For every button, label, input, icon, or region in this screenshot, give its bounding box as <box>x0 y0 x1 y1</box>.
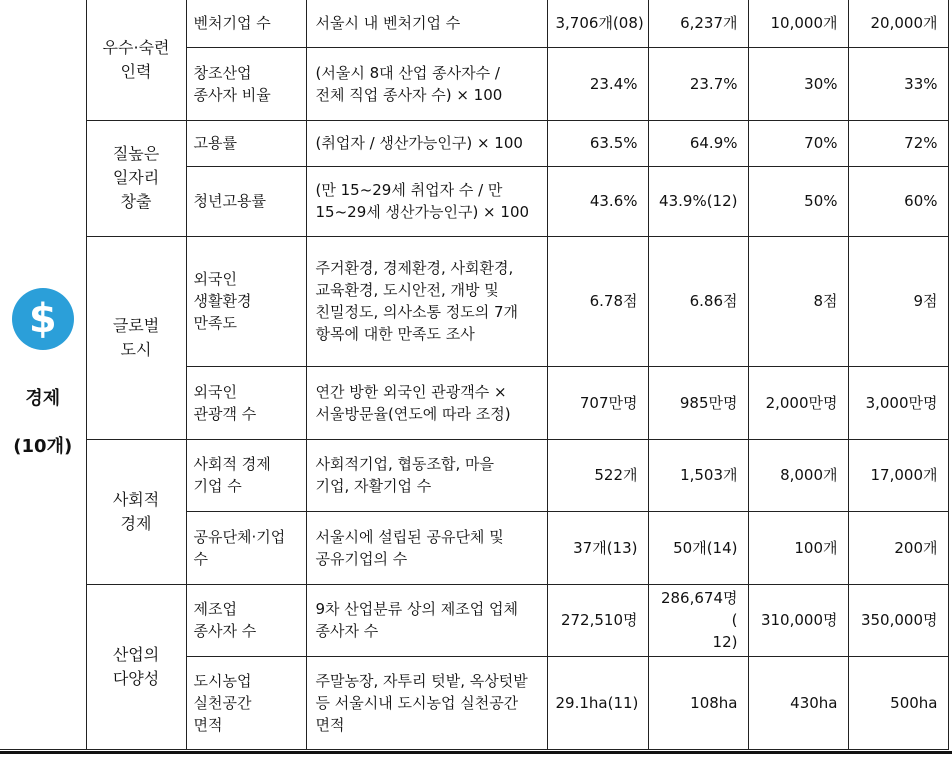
section-count: (10개) <box>13 436 73 458</box>
value-cell: 8점 <box>748 236 848 366</box>
definition-cell: 주거환경, 경제환경, 사회환경, 교육환경, 도시안전, 개방 및 친밀정도, 의사소통 정도의 7개 항목에 대한 만족도 조사 <box>306 236 547 366</box>
value-cell: 985만명 <box>648 366 748 439</box>
value-cell: 286,674명( 12) <box>648 584 748 656</box>
value-cell: 63.5% <box>547 120 648 166</box>
value-cell: 350,000명 <box>848 584 948 656</box>
value-cell: 64.9% <box>648 120 748 166</box>
value-cell: 200개 <box>848 511 948 584</box>
table-row <box>0 584 948 656</box>
dollar-icon: $ <box>12 288 74 350</box>
value-cell: 3,000만명 <box>848 366 948 439</box>
value-cell: 1,503개 <box>648 439 748 511</box>
definition-cell: 9차 산업분류 상의 제조업 업체 종사자 수 <box>306 584 547 656</box>
category-cell: 글로벌 도시 <box>86 236 186 439</box>
definition-cell: 서울시 내 벤처기업 수 <box>306 0 547 47</box>
value-cell: 70% <box>748 120 848 166</box>
table-bottom-rule <box>0 751 952 754</box>
section-title: 경제 <box>25 388 61 410</box>
definition-cell: (취업자 / 생산가능인구) × 100 <box>306 120 547 166</box>
definition-cell: 주말농장, 자투리 텃밭, 옥상텃밭 등 서울시내 도시농업 실천공간 면적 <box>306 656 547 749</box>
indicator-cell: 고용률 <box>186 120 306 166</box>
category-cell: 산업의 다양성 <box>86 584 186 749</box>
table-row <box>0 236 948 366</box>
section-cell <box>0 0 86 749</box>
table-row <box>0 120 948 166</box>
indicator-cell: 외국인 생활환경 만족도 <box>186 236 306 366</box>
value-cell: 37개(13) <box>547 511 648 584</box>
category-cell: 질높은 일자리 창출 <box>86 120 186 236</box>
definition-cell: 사회적기업, 협동조합, 마을 기업, 자활기업 수 <box>306 439 547 511</box>
value-cell: 50개(14) <box>648 511 748 584</box>
value-cell: 6.78점 <box>547 236 648 366</box>
value-cell: 72% <box>848 120 948 166</box>
value-cell: 108ha <box>648 656 748 749</box>
indicator-cell: 공유단체·기업 수 <box>186 511 306 584</box>
value-cell: 100개 <box>748 511 848 584</box>
value-cell: 707만명 <box>547 366 648 439</box>
value-cell: 29.1ha(11) <box>547 656 648 749</box>
value-cell: 6.86점 <box>648 236 748 366</box>
table-row <box>0 0 948 47</box>
value-cell: 9점 <box>848 236 948 366</box>
value-cell: 43.6% <box>547 166 648 236</box>
indicator-cell: 창조산업 종사자 비율 <box>186 47 306 120</box>
value-cell: 20,000개 <box>848 0 948 47</box>
value-cell: 522개 <box>547 439 648 511</box>
category-cell: 우수·숙련 인력 <box>86 0 186 120</box>
value-cell: 8,000개 <box>748 439 848 511</box>
definition-cell: 서울시에 설립된 공유단체 및 공유기업의 수 <box>306 511 547 584</box>
value-cell: 43.9%(12) <box>648 166 748 236</box>
value-cell: 30% <box>748 47 848 120</box>
value-cell: 60% <box>848 166 948 236</box>
table-row <box>0 439 948 511</box>
category-cell: 사회적 경제 <box>86 439 186 584</box>
value-cell: 310,000명 <box>748 584 848 656</box>
value-cell: 500ha <box>848 656 948 749</box>
value-cell: 50% <box>748 166 848 236</box>
indicator-cell: 사회적 경제 기업 수 <box>186 439 306 511</box>
value-cell: 10,000개 <box>748 0 848 47</box>
definition-cell: 연간 방한 외국인 관광객수 × 서울방문율(연도에 따라 조정) <box>306 366 547 439</box>
definition-cell: (만 15~29세 취업자 수 / 만 15~29세 생산가능인구) × 100 <box>306 166 547 236</box>
value-cell: 3,706개(08) <box>547 0 648 47</box>
indicator-cell: 외국인 관광객 수 <box>186 366 306 439</box>
indicator-cell: 청년고용률 <box>186 166 306 236</box>
value-cell: 23.7% <box>648 47 748 120</box>
indicator-cell: 벤처기업 수 <box>186 0 306 47</box>
value-cell: 430ha <box>748 656 848 749</box>
value-cell: 2,000만명 <box>748 366 848 439</box>
value-cell: 33% <box>848 47 948 120</box>
value-cell: 17,000개 <box>848 439 948 511</box>
indicator-cell: 제조업 종사자 수 <box>186 584 306 656</box>
definition-cell: (서울시 8대 산업 종사자수 / 전체 직업 종사자 수) × 100 <box>306 47 547 120</box>
indicator-cell: 도시농업 실천공간 면적 <box>186 656 306 749</box>
value-cell: 6,237개 <box>648 0 748 47</box>
value-cell: 23.4% <box>547 47 648 120</box>
value-cell: 272,510명 <box>547 584 648 656</box>
